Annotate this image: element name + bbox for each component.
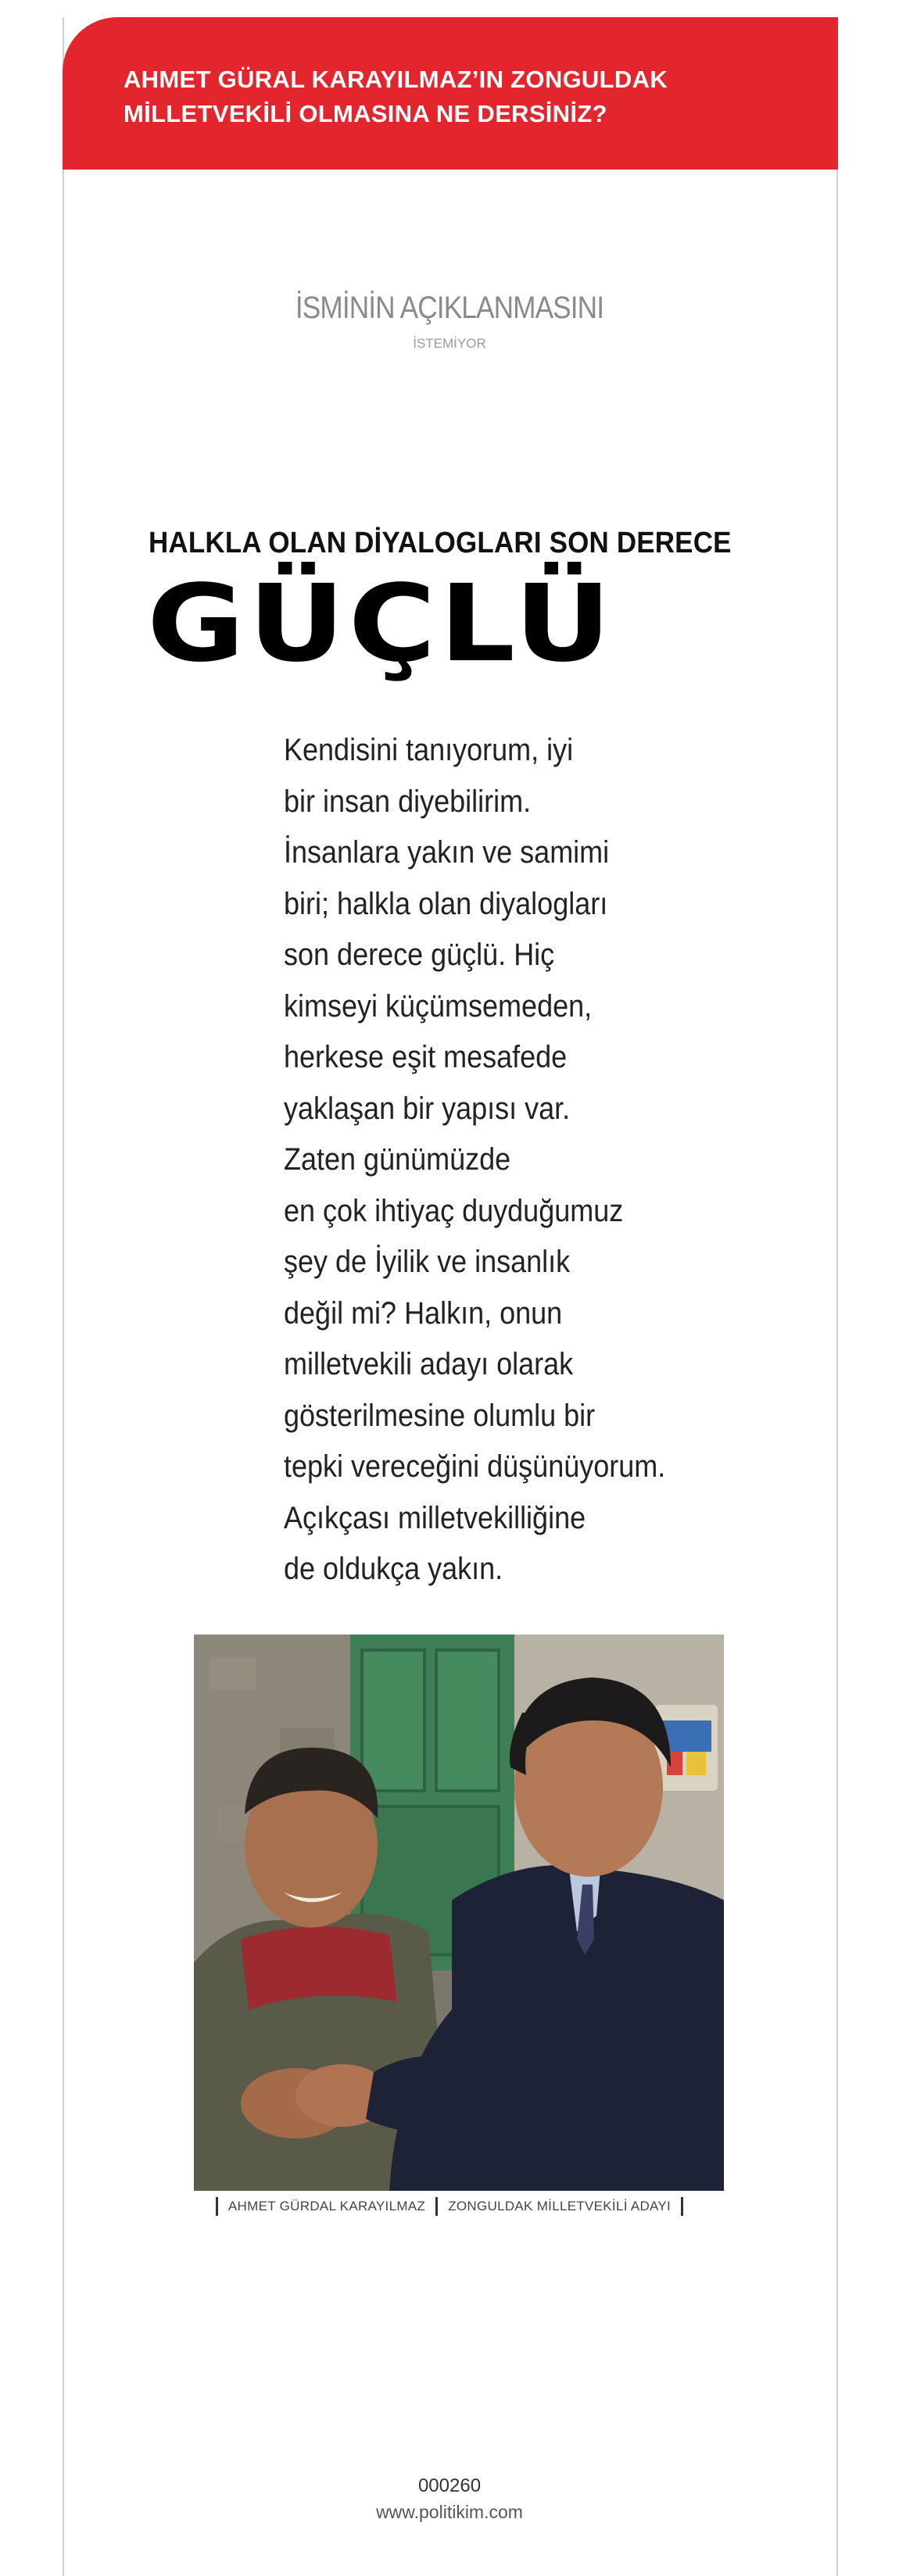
caption-divider — [681, 2197, 683, 2216]
quote-line: Kendisini tanıyorum, iyi — [284, 733, 574, 767]
quote-line: Açıkçası milletvekilliğine — [284, 1500, 586, 1535]
quote-line: en çok ihtiyaç duyduğumuz — [284, 1193, 624, 1228]
quote-line: gösterilmesine olumlu bir — [284, 1398, 596, 1433]
banner-title-line-1: AHMET GÜRAL KARAYILMAZ’IN ZONGULDAK — [124, 66, 668, 93]
quote-line: İnsanlara yakın ve samimi — [284, 835, 610, 870]
quote-line: kimseyi küçümsemeden, — [284, 988, 593, 1024]
quote-line: biri; halkla olan diyalogları — [284, 886, 608, 921]
headline-kicker: HALKLA OLAN DİYALOGLARI SON DERECE — [149, 527, 732, 559]
quote-line: şey de İyilik ve insanlık — [284, 1245, 571, 1279]
quote-line: bir insan diyebilirim. — [284, 784, 532, 819]
page-code: 000260 — [417, 2475, 482, 2496]
banner-title — [124, 63, 796, 131]
caption-divider — [435, 2197, 438, 2216]
banner-title-line-2: MİLLETVEKİLİ OLMASINA NE DERSİNİZ? — [124, 100, 607, 127]
quote-line: de oldukça yakın. — [284, 1552, 503, 1586]
quote-line: yaklaşan bir yapısı var. — [284, 1091, 571, 1126]
respondent-name: İSMİNİN AÇIKLANMASINI — [295, 291, 604, 325]
caption-divider — [216, 2197, 218, 2216]
caption-role: ZONGULDAK MİLLETVEKİLİ ADAYI — [448, 2199, 672, 2213]
quote-line: milletvekili adayı olarak — [284, 1347, 574, 1381]
caption-name: AHMET GÜRDAL KARAYILMAZ — [227, 2199, 426, 2213]
header-banner — [63, 17, 838, 170]
quote-line: Zaten günümüzde — [284, 1142, 511, 1177]
quote-line: tepki vereceğini düşünüyorum. — [284, 1449, 666, 1484]
quote-text — [284, 725, 768, 1595]
website-url: www.politikim.com — [376, 2502, 523, 2522]
respondent-subtitle: İSTEMİYOR — [413, 336, 486, 351]
quote-line: son derece güçlü. Hiç — [284, 938, 555, 972]
quote-line: herkese eşit mesafede — [284, 1040, 568, 1074]
candidate-photo — [194, 1635, 724, 2191]
photo-caption — [0, 2197, 899, 2216]
headline-main: GÜÇLÜ — [147, 563, 615, 686]
quote-line: değil mi? Halkın, onun — [284, 1295, 563, 1331]
